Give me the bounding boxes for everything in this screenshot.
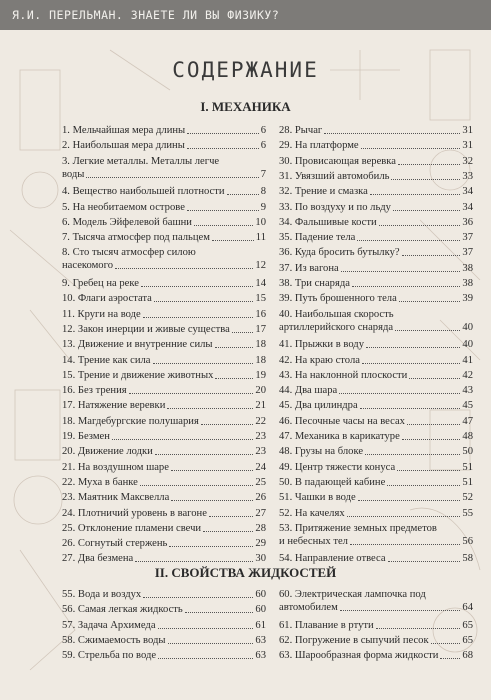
toc-entry[interactable]: 16. Без трения 20 — [62, 385, 266, 397]
toc-entry[interactable]: 52. На качелях 55 — [279, 507, 473, 519]
toc-entry[interactable]: 27. Два безмена 30 — [62, 553, 266, 565]
toc-entry[interactable]: 44. Два шара 43 — [279, 385, 473, 397]
book-header — [0, 0, 491, 30]
toc-entry[interactable]: 37. Из вагона 38 — [279, 262, 473, 274]
toc-entry[interactable]: 38. Три снаряда 38 — [279, 278, 473, 289]
toc-entry[interactable]: 2. Наибольшая мера длины 6 — [62, 140, 266, 152]
toc-entry[interactable]: 14. Трение как сила 18 — [62, 354, 266, 366]
toc-entry[interactable]: 51. Чашки в воде 52 — [279, 492, 473, 504]
toc-entry[interactable]: 7. Тысяча атмосфер под пальцем 11 — [62, 232, 266, 244]
toc-entry[interactable]: 22. Муха в банке 25 — [62, 476, 266, 488]
header-text: Я.И. ПЕРЕЛЬМАН. ЗНАЕТЕ ЛИ ВЫ ФИЗИКУ? — [12, 8, 280, 22]
toc-entry[interactable]: 19. Безмен 23 — [62, 431, 266, 442]
toc-entry[interactable]: 33. По воздуху и по льду 34 — [279, 201, 473, 213]
toc-entry[interactable]: 15. Трение и движение животных 19 — [62, 369, 266, 381]
toc-entry[interactable]: 11. Круги на воде 16 — [62, 308, 266, 320]
page-title: СОДЕРЖАНИЕ — [172, 58, 319, 82]
toc-entry[interactable]: 26. Согнутый стержень 29 — [62, 538, 266, 550]
toc-entry[interactable]: 3. Легкие металлы. Металлы легче воды 7 — [62, 155, 266, 180]
toc-entry[interactable]: 48. Грузы на блоке 50 — [279, 446, 473, 458]
toc-entry[interactable]: 34. Фальшивые кости 36 — [279, 216, 473, 228]
toc-entry[interactable]: 24. Плотничий уровень в вагоне 27 — [62, 507, 266, 519]
toc-entry[interactable]: 41. Прыжки в воду 40 — [279, 339, 473, 351]
toc-entry[interactable]: 62. Погружение в сыпучий песок 65 — [279, 634, 473, 646]
toc-entry[interactable]: 63. Шарообразная форма жидкости 68 — [279, 650, 473, 662]
toc-entry[interactable]: 50. В падающей кабине 51 — [279, 476, 473, 488]
toc-entry[interactable]: 32. Трение и смазка 34 — [279, 186, 473, 198]
toc-entry[interactable]: 30. Провисающая веревка 32 — [279, 155, 473, 167]
toc-entry[interactable]: 46. Песочные часы на весах 47 — [279, 415, 473, 427]
toc-entry[interactable]: 18. Магдебургские полушария 22 — [62, 415, 266, 427]
toc-entry[interactable]: 56. Самая легкая жидкость 60 — [62, 604, 266, 616]
toc-entry[interactable]: 21. На воздушном шаре 24 — [62, 461, 266, 473]
toc-entry[interactable]: 36. Куда бросить бутылку? 37 — [279, 247, 473, 259]
toc-entry[interactable]: 58. Сжимаемость воды 63 — [62, 634, 266, 646]
toc-entry[interactable]: 1. Мельчайшая мера длины 6 — [62, 125, 266, 136]
toc-entry[interactable]: 35. Падение тела 37 — [279, 232, 473, 244]
toc-entry[interactable]: 54. Направление отвеса 58 — [279, 553, 473, 565]
toc-entry[interactable]: 10. Флаги аэростата 15 — [62, 293, 266, 305]
toc-entry[interactable]: 4. Вещество наибольшей плотности 8 — [62, 186, 266, 198]
toc-entry[interactable]: 12. Закон инерции и живые существа 17 — [62, 323, 266, 335]
toc-entry[interactable]: 25. Отклонение пламени свечи 28 — [62, 522, 266, 534]
toc-entry[interactable]: 6. Модель Эйфелевой башни 10 — [62, 216, 266, 228]
toc-entry[interactable]: 39. Путь брошенного тела 39 — [279, 293, 473, 305]
section-title-liquids: II. СВОЙСТВА ЖИДКОСТЕЙ — [154, 565, 337, 580]
toc-entry[interactable]: 55. Вода и воздух 60 — [62, 589, 266, 600]
toc-entry[interactable]: 47. Механика в карикатуре 48 — [279, 431, 473, 442]
toc-entry[interactable]: 5. На необитаемом острове 9 — [62, 201, 266, 213]
toc-entry[interactable]: 45. Два цилиндра 45 — [279, 400, 473, 412]
toc-entry[interactable]: 23. Маятник Максвелла 26 — [62, 492, 266, 504]
toc-entry[interactable]: 9. Гребец на реке 14 — [62, 278, 266, 289]
toc-entry[interactable]: 29. На платформе 31 — [279, 140, 473, 152]
section-title-mechanics: I. МЕХАНИКА — [200, 99, 291, 114]
toc-entry[interactable]: 40. Наибольшая скорость артиллерийского снаряда 40 — [279, 308, 473, 333]
toc-entry[interactable]: 42. На краю стола 41 — [279, 354, 473, 366]
toc-entry[interactable]: 13. Движение и внутренние силы 18 — [62, 339, 266, 351]
toc-entry[interactable]: 61. Плавание в ртути 65 — [279, 619, 473, 631]
toc-entry[interactable]: 53. Притяжение земных предметов и небесных тел 56 — [279, 522, 473, 547]
toc-entry[interactable]: 43. На наклонной плоскости 42 — [279, 369, 473, 381]
toc-entry[interactable]: 17. Натяжение веревки 21 — [62, 400, 266, 412]
toc-entry[interactable]: 57. Задача Архимеда 61 — [62, 619, 266, 631]
toc-entry[interactable]: 28. Рычаг 31 — [279, 125, 473, 136]
toc-entry[interactable]: 31. Увязший автомобиль 33 — [279, 170, 473, 182]
toc-entry[interactable]: 20. Движение лодки 23 — [62, 446, 266, 458]
toc-entry[interactable]: 8. Сто тысяч атмосфер силою насекомого 12 — [62, 247, 266, 272]
toc-entry[interactable]: 60. Электрическая лампочка под автомобилем 64 — [279, 589, 473, 613]
toc-entry[interactable]: 59. Стрельба по воде 63 — [62, 650, 266, 662]
toc-entry[interactable]: 49. Центр тяжести конуса 51 — [279, 461, 473, 473]
